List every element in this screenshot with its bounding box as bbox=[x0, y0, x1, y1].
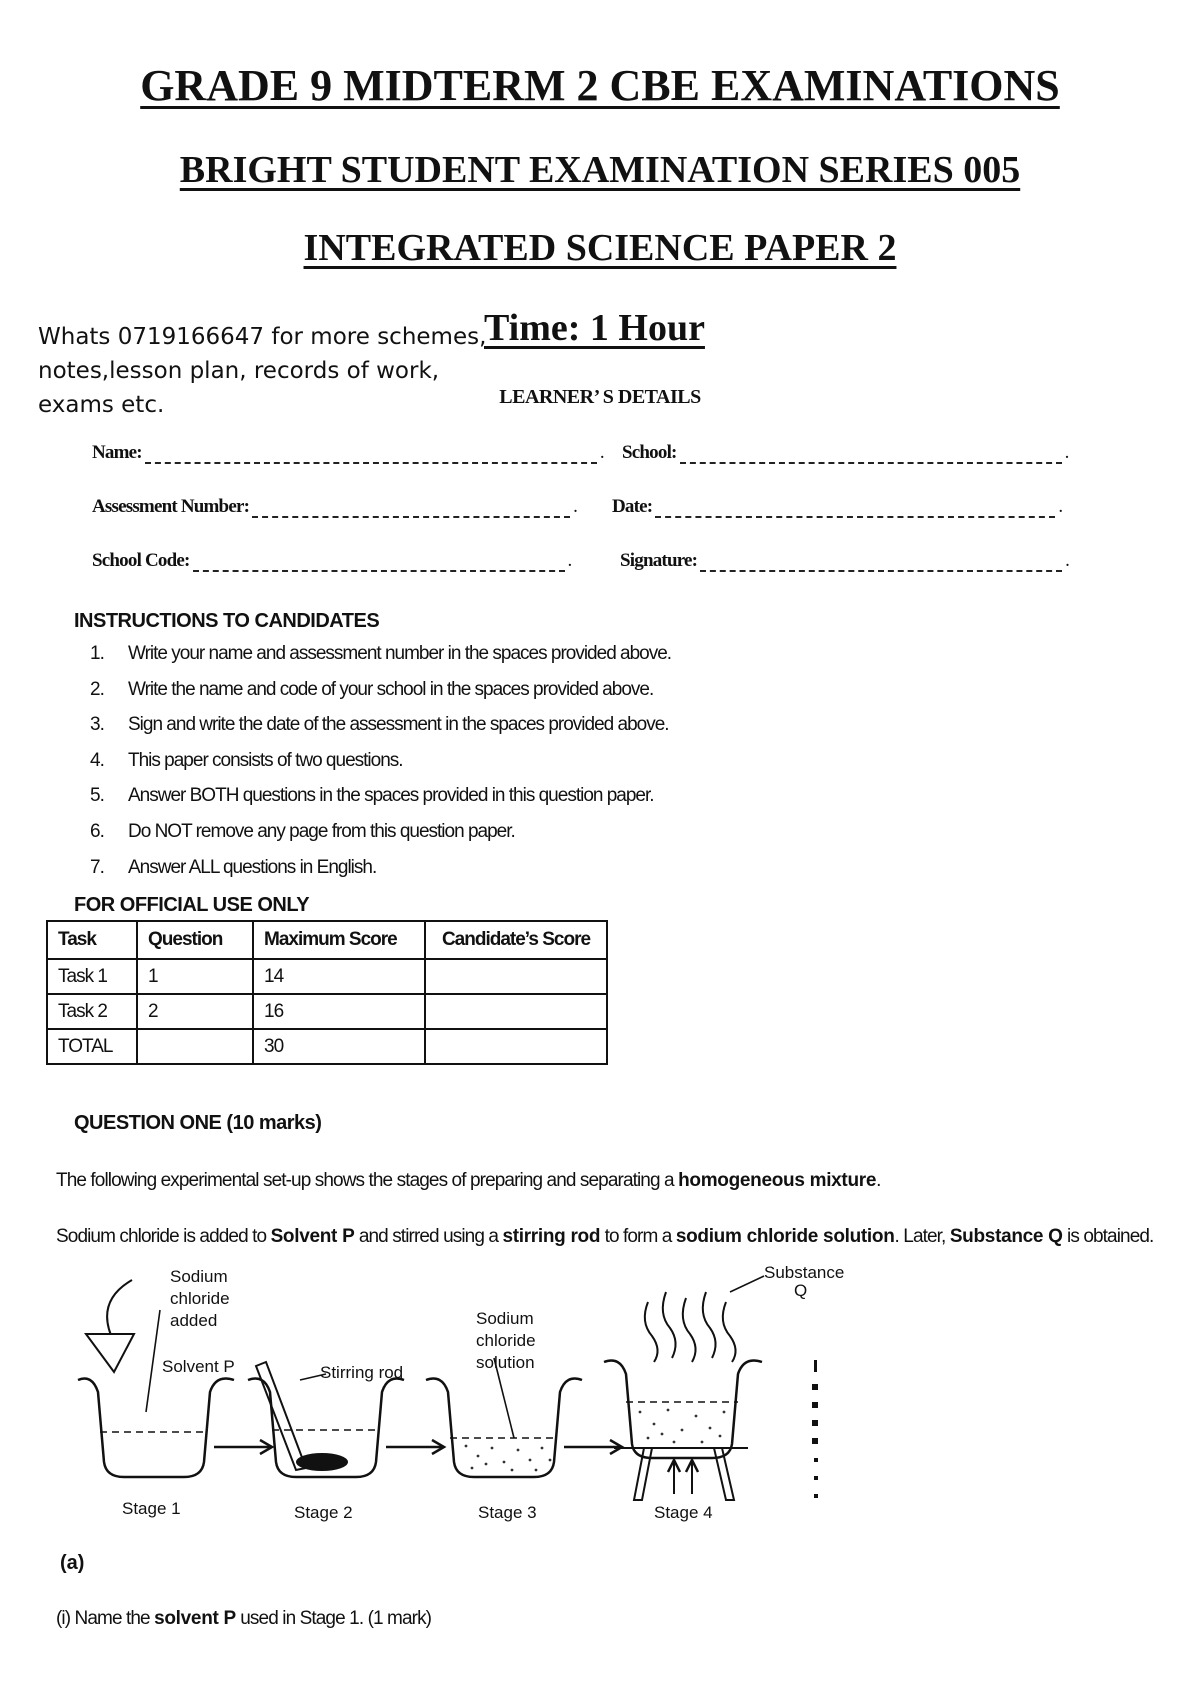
assessment-number-label: Assessment Number: bbox=[92, 496, 250, 517]
instructions-heading: INSTRUCTIONS TO CANDIDATES bbox=[74, 610, 380, 632]
solvent-p-label: Solvent P bbox=[162, 1357, 235, 1376]
signature-label: Signature: bbox=[620, 550, 698, 571]
stage1-label: Stage 1 bbox=[122, 1499, 181, 1518]
list-item: 4. This paper consists of two questions. bbox=[90, 749, 403, 771]
candidate-score-cell[interactable] bbox=[425, 1029, 607, 1064]
stirring-rod bbox=[256, 1362, 306, 1470]
tripod-leg bbox=[634, 1448, 652, 1500]
tripod-leg bbox=[714, 1448, 734, 1500]
substance-label: Substance bbox=[764, 1263, 845, 1282]
part-a-label: (a) bbox=[60, 1552, 85, 1574]
solution-label-line2: chloride bbox=[476, 1331, 536, 1350]
school-code-field[interactable] bbox=[193, 556, 565, 572]
table-row bbox=[47, 1029, 607, 1064]
name-field[interactable] bbox=[145, 448, 597, 464]
list-item: 5. Answer BOTH questions in the spaces provided in this question paper. bbox=[90, 785, 654, 807]
solution-label-line1: Sodium bbox=[476, 1309, 534, 1328]
question-description: Sodium chloride is added to Solvent P and stirred using a stirring rod to form a sodium chloride solution. Later, Substance Q is obtained. bbox=[56, 1226, 1154, 1247]
solution-dots bbox=[465, 1409, 726, 1472]
date-label: Date: bbox=[612, 496, 653, 517]
table-header-row bbox=[47, 921, 607, 959]
list-item: 1. Write your name and assessment number in the spaces provided above. bbox=[90, 643, 672, 664]
table-cell: 14 bbox=[253, 959, 425, 994]
list-item: 3. Sign and write the date of the assessment in the spaces provided above. bbox=[90, 714, 669, 736]
question-a-i: (i) Name the solvent P used in Stage 1. (1 mark) bbox=[56, 1608, 432, 1629]
paper-title: INTEGRATED SCIENCE PAPER 2 bbox=[303, 227, 897, 269]
stage1-beaker bbox=[78, 1379, 234, 1478]
solution-label-line3: solution bbox=[476, 1353, 535, 1372]
date-row: Date: . bbox=[612, 496, 1064, 517]
table-cell: Task 1 bbox=[47, 959, 137, 994]
school-row: School: . bbox=[622, 442, 1070, 463]
table-row bbox=[47, 994, 607, 1029]
stage2-label: Stage 2 bbox=[294, 1503, 353, 1522]
school-code-row: School Code: . bbox=[92, 550, 573, 571]
learner-details-heading: LEARNER’ S DETAILS bbox=[499, 386, 701, 408]
table-cell: 30 bbox=[253, 1029, 425, 1064]
side-scale-marks bbox=[812, 1360, 818, 1498]
name-label: Name: bbox=[92, 442, 142, 463]
question-one-heading: QUESTION ONE (10 marks) bbox=[74, 1112, 322, 1134]
series-title: BRIGHT STUDENT EXAMINATION SERIES 005 bbox=[179, 149, 1021, 191]
column-header: Candidate’s Score bbox=[425, 921, 607, 959]
sodium-chloride-crystals bbox=[296, 1453, 348, 1471]
stirring-rod-label: Stirring rod bbox=[320, 1363, 404, 1382]
school-code-label: School Code: bbox=[92, 550, 190, 571]
candidate-score-cell[interactable] bbox=[425, 959, 607, 994]
stage3-label: Stage 3 bbox=[478, 1503, 537, 1522]
table-cell bbox=[137, 1029, 253, 1064]
signature-field[interactable] bbox=[700, 556, 1062, 572]
candidate-score-cell[interactable] bbox=[425, 994, 607, 1029]
exam-title: GRADE 9 MIDTERM 2 CBE EXAMINATIONS bbox=[140, 61, 1060, 110]
solvent-pointer bbox=[146, 1310, 160, 1412]
table-cell: Task 2 bbox=[47, 994, 137, 1029]
table-cell: 16 bbox=[253, 994, 425, 1029]
chloride-label: chloride bbox=[170, 1289, 230, 1308]
instructions-list bbox=[90, 643, 671, 892]
date-field[interactable] bbox=[655, 502, 1055, 518]
time-label: Time: 1 Hour bbox=[484, 307, 705, 349]
sodium-label: Sodium bbox=[170, 1267, 228, 1286]
column-header: Task bbox=[47, 921, 137, 959]
list-item: 6. Do NOT remove any page from this question paper. bbox=[90, 820, 515, 842]
table-cell: 1 bbox=[137, 959, 253, 994]
arrow-head bbox=[86, 1334, 134, 1372]
stage4-label: Stage 4 bbox=[654, 1503, 713, 1522]
column-header: Maximum Score bbox=[253, 921, 425, 959]
watermark-text: Whats 0719166647 for more schemes, notes,lesson plan, records of work, exams etc. bbox=[38, 324, 487, 418]
list-item: 7. Answer ALL questions in English. bbox=[90, 856, 377, 878]
school-field[interactable] bbox=[680, 448, 1062, 464]
table-row bbox=[47, 959, 607, 994]
assessment-row: Assessment Number: . bbox=[92, 496, 578, 517]
assessment-number-field[interactable] bbox=[252, 502, 570, 518]
school-label: School: bbox=[622, 442, 677, 463]
curved-arrow bbox=[107, 1280, 132, 1342]
signature-row: Signature: . bbox=[620, 550, 1070, 571]
experiment-diagram bbox=[74, 1262, 874, 1532]
stage4-beaker bbox=[604, 1361, 762, 1459]
column-header: Question bbox=[137, 921, 253, 959]
score-table bbox=[46, 920, 608, 1065]
name-row: Name: . bbox=[92, 442, 605, 463]
substance-q-label: Q bbox=[794, 1281, 808, 1300]
table-cell: 2 bbox=[137, 994, 253, 1029]
list-item: 2. Write the name and code of your school in the spaces provided above. bbox=[90, 678, 654, 700]
question-intro: The following experimental set-up shows the stages of preparing and separating a homogeneous mixture. bbox=[56, 1170, 881, 1191]
table-cell: TOTAL bbox=[47, 1029, 137, 1064]
added-label: added bbox=[170, 1311, 218, 1330]
vapour-line bbox=[645, 1302, 658, 1362]
official-use-heading: FOR OFFICIAL USE ONLY bbox=[74, 894, 310, 916]
